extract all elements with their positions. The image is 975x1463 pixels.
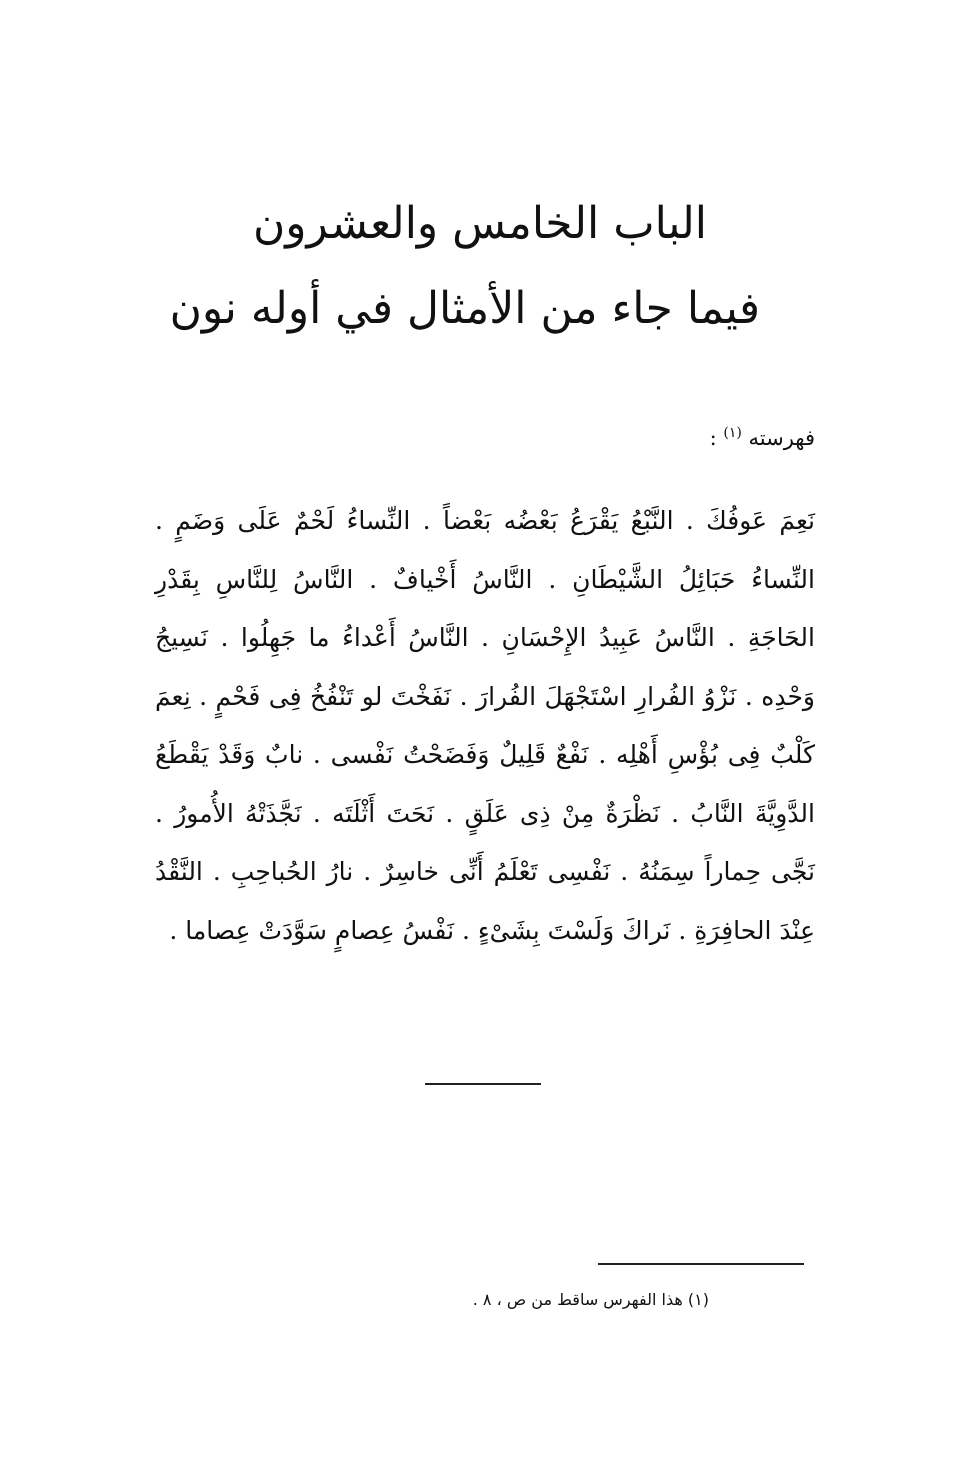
- section-separator: [425, 1083, 541, 1085]
- chapter-title: الباب الخامس والعشرون: [252, 198, 707, 249]
- chapter-subtitle: فيما جاء من الأمثال في أوله نون: [169, 283, 760, 334]
- footnote-reference: (١): [723, 425, 742, 441]
- footnote-rule: [598, 1263, 804, 1265]
- index-heading: [710, 425, 815, 450]
- footnote-text: (١) هذا الفهرس ساقط من ص ، ٨ .: [472, 1290, 709, 1309]
- proverb-list-paragraph: نَعِمَ عَوفُكَ . النَّبْعُ يَقْرَعُ بَعْضُه بَعْضاً . النِّساءُ لَحْمٌ عَلَى وَضَمٍ . النِّساءُ حَبَائِلُ الشَّيْطَانِ . النَّاسُ أَخْيافٌ . النَّاسُ لِلنَّاسِ بِقَدْرِ الحَاجَةِ . النَّاسُ عَبِيدُ الإِحْسَانِ . النَّاسُ أَعْداءُ ما جَهِلُوا . نَسِيجُ وَحْدِه . نَزْوُ الفُرارِ اسْتَجْهَلَ الفُرارَ . نَفَخْتَ لو تَنْفُخُ فِى فَحْمٍ . نِعمَ كَلْبٌ فِى بُؤْسِ أَهْلِه . نَفْعٌ قَلِيلٌ وَفَضَحْتُ نَفْسى . نابٌ وَقَدْ يَقْطَعُ الدَّوِيَّةَ النَّابُ . نَظْرَةٌ مِنْ ذِى عَلَقٍ . نَحَتَ أَثْلَتَه . نَجَّذَتْهُ الأُمورُ . نَجَّى حِماراً سِمَنُهُ . نَفْسِى تَعْلَمُ أَنِّى خاسِرٌ . نارُ الحُباحِبِ . النَّقْدُ عِنْدَ الحافِرَةِ . نَراكَ وَلَسْتَ بِشَىْءٍ . نَفْسُ عِصامٍ سَوَّدَتْ عِصاما .: [155, 506, 815, 945]
- index-label-text: فهرسته: [748, 426, 815, 450]
- index-label-colon: :: [709, 426, 717, 450]
